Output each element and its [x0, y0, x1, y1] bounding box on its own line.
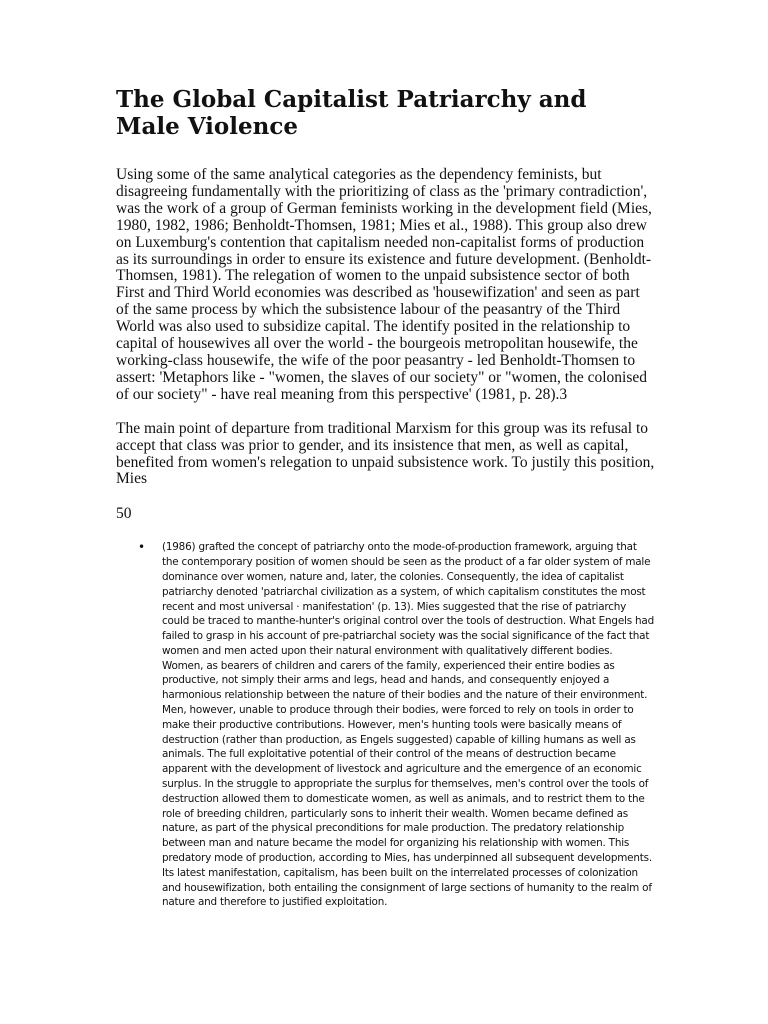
- document-title: The Global Capitalist Patriarchy and Male Violence: [116, 86, 587, 140]
- bullet-icon: •: [138, 540, 145, 555]
- list-item: [116, 540, 656, 910]
- page-number: 50: [116, 505, 132, 523]
- bullet-list: [116, 540, 656, 910]
- bullet-text: (1986) grafted the concept of patriarchy onto the mode-of-production framework, arguing that the contemporary position of women should be seen as the product of a far older system of male dominance over women, nature and, later, the colonies. Consequently, the idea of capitalist patriarchy denoted 'patriarchal civilization as a system, of which capitalism constitutes the most recent and most universal · manifestation' (p. 13). Mies suggested that the rise of patriarchy could be traced to manthe-hunter's original control over the tools of destruction. What Engels had failed to grasp in his account of pre-patriarchal society was the social significance of the fact that women and men acted upon their natural environment with qualitatively different bodies. Women, as bearers of children and carers of the family, experienced their entire bodies as productive, not simply their arms and legs, head and hands, and consequently enjoyed a harmonious relationship between the nature of their bodies and the nature of their environment. Men, however, unable to produce through their bodies, were forced to rely on tools in order to make their productive contributions. However, men's hunting tools were basically means of destruction (rather than production, as Engels suggested) capable of killing humans as well as animals. The full exploitative potential of their control of the means of destruction became apparent with the development of livestock and agriculture and the emergence of an economic surplus. In the struggle to appropriate the surplus for themselves, men's control over the tools of destruction allowed them to domesticate women, as well as animals, and to restrict them to the role of breeding children, particularly sons to inherit their wealth. Women became defined as nature, as part of the physical preconditions for male production. The predatory relationship between man and nature became the model for organizing his relationship with women. This predatory mode of production, according to Mies, has underpinned all subsequent developments. Its latest manifestation, capitalism, has been built on the interrelated processes of colonization and housewifization, both entailing the consignment of large sections of humanity to the realm of nature and therefore to justified exploitation.: [162, 541, 654, 909]
- paragraph-1: Using some of the same analytical categories as the dependency feminists, but disagreeing fundamentally with the prioritizing of class as the 'primary contradiction', was the work of a group of German feminists working in the development field (Mies, 1980, 1982, 1986; Benholdt-Thomsen, 1981; Mies et al., 1988). This group also drew on Luxemburg's contention that capitalism needed non-capitalist forms of production as its surroundings in order to ensure its existence and future development. (Benholdt-Thomsen, 1981). The relegation of women to the unpaid subsistence sector of both First and Third World economies was described as 'housewifization' and seen as part of the same process by which the subsistence labour of the peasantry of the Third World was also used to subsidize capital. The identify posited in the relationship to capital of housewives all over the world - the bourgeois metropolitan housewife, the working-class housewife, the wife of the poor peasantry - led Benholdt-Thomsen to assert: 'Metaphors like - "women, the slaves of our society" or "women, the colonised of our society" - have real meaning from this perspective' (1981, p. 28).3: [116, 166, 652, 403]
- document-page: [116, 86, 656, 910]
- paragraph-2: The main point of departure from traditional Marxism for this group was its refusal to accept that class was prior to gender, and its insistence that men, as well as capital, benefited from women's relegation to unpaid subsistence work. To justily this position, Mies: [116, 419, 655, 488]
